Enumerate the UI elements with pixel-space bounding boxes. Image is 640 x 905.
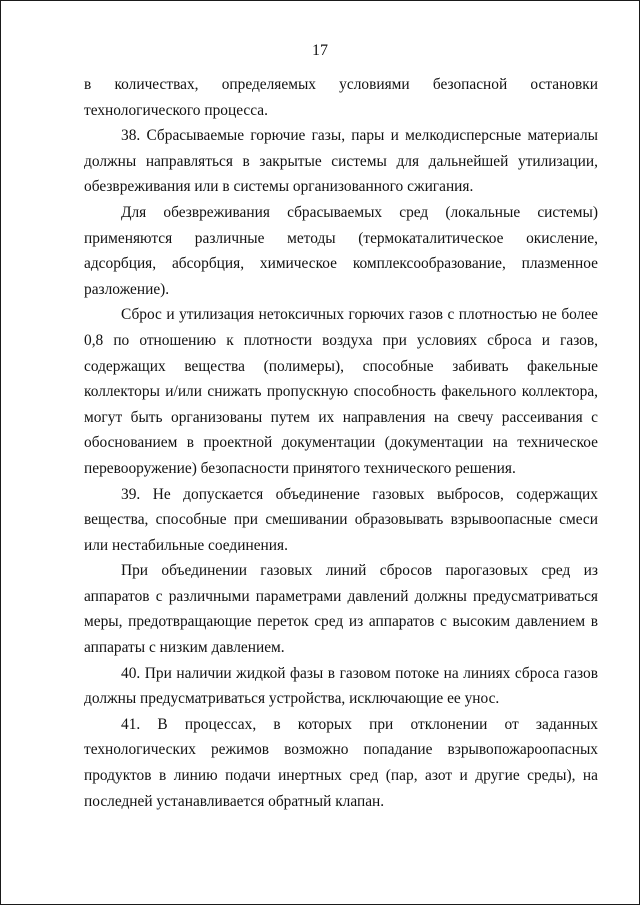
paragraph-40: 40. При наличии жидкой фазы в газовом потоке на линиях сброса газов должны предусматриваться устройства, исключающие ее унос. bbox=[84, 664, 598, 708]
paragraph-39: 39. Не допускается объединение газовых выбросов, содержащих вещества, способные при смешивании образовывать взрывоопасные смеси или нестабильные соединения. bbox=[84, 485, 598, 554]
paragraph-38-discharge: Сброс и утилизация нетоксичных горючих газов с плотностью не более 0,8 по отношению к плотности воздуха при условиях сброса и газов, содержащих вещества (полимеры), способные забивать факельные коллекторы и/или снижать пропускную способность факельного коллектора, могут быть организованы путем их направления на свечу рассеивания с обоснованием в проектной документации (документации на техническое перевооружение) безопасности принятого технического решения. bbox=[84, 306, 598, 477]
page-number: 17 bbox=[312, 42, 328, 59]
paragraph-continuation: в количествах, определяемых условиями безопасной остановки технологического процесса. bbox=[84, 76, 598, 119]
document-body bbox=[84, 72, 598, 814]
paragraph-41: 41. В процессах, в которых при отклонении от заданных технологических режимов возможно попадание взрывопожароопасных продуктов в линию подачи инертных сред (пар, азот и другие среды), на последней устанавливается обратный клапан. bbox=[84, 715, 598, 810]
paragraph-38: 38. Сбрасываемые горючие газы, пары и мелкодисперсные материалы должны направляться в закрытые системы для дальнейшей утилизации, обезвреживания или в системы организованного сжигания. bbox=[84, 127, 598, 196]
paragraph-38-neutralization: Для обезвреживания сбрасываемых сред (локальные системы) применяются различные методы (термокаталитическое окисление, адсорбция, абсорбция, химическое комплексообразование, плазменное разложение). bbox=[84, 203, 598, 298]
paragraph-39-pressure: При объединении газовых линий сбросов парогазовых сред из аппаратов с различными параметрами давлений должны предусматриваться меры, предотвращающие переток сред из аппаратов с высоким давлением в аппараты с низким давлением. bbox=[84, 562, 598, 657]
